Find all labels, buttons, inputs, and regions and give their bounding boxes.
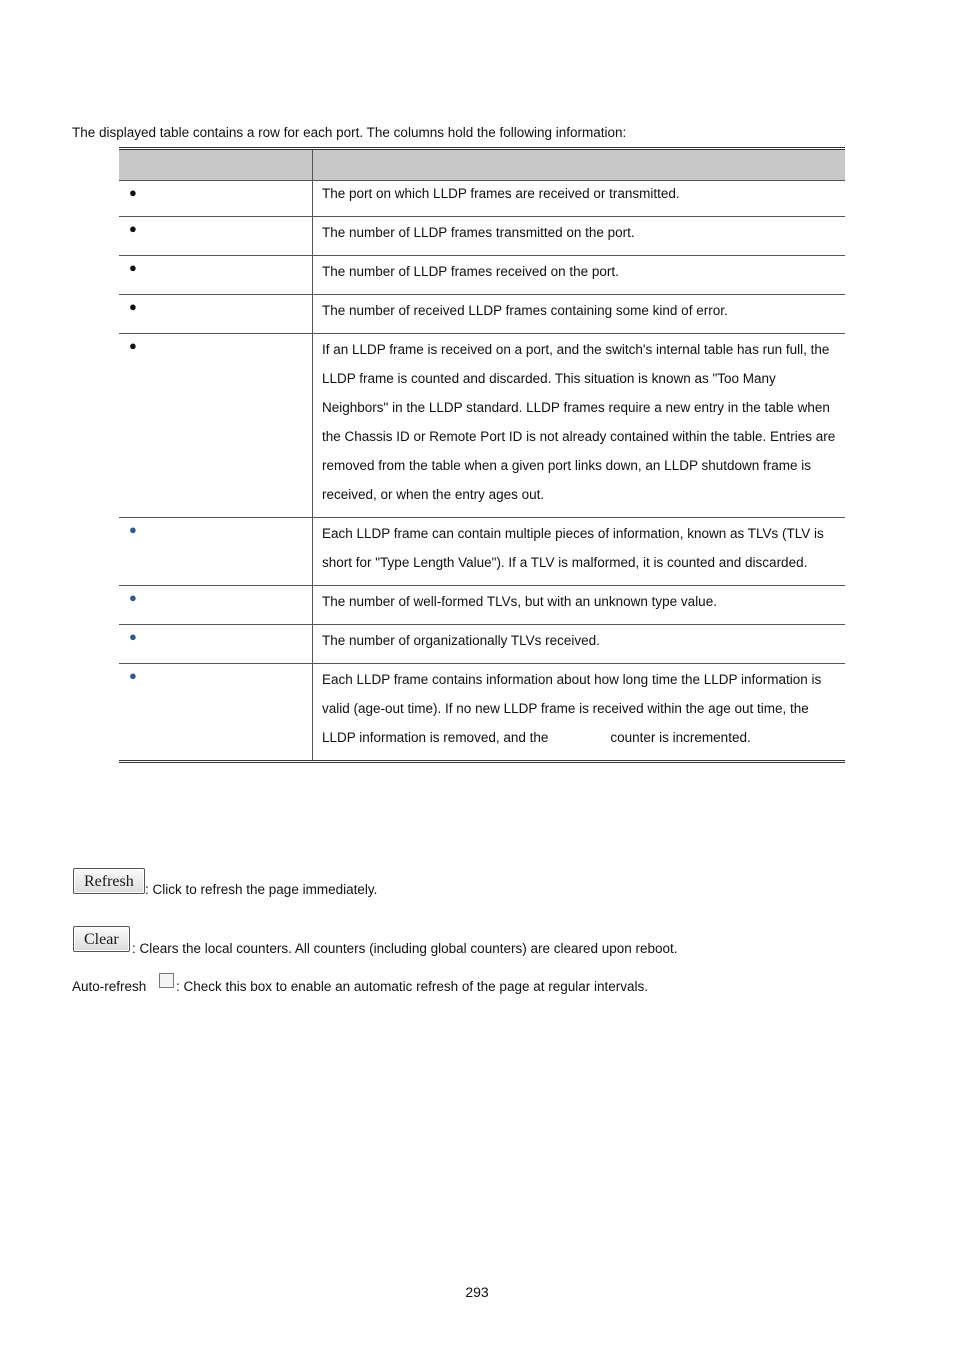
clear-description: : Clears the local counters. All counters (including global counters) are cleared upon reboot. — [132, 941, 678, 956]
bullet-icon: ● — [129, 590, 137, 605]
row-description: If an LLDP frame is received on a port, and the switch's internal table has run full, the LLDP frame is counted and discarded. This situation is known as "Too Many Neighbors" in the LLDP standard. LLDP frames require a new entry in the table when the Chassis ID or Remote Port ID is not already contained within the table. Entries are removed from the table when a given port links down, an LLDP shutdown frame is received, or when the entry ages out. — [322, 342, 836, 502]
row-description: The number of LLDP frames received on the port. — [322, 264, 619, 279]
intro-text: The displayed table contains a row for each port. The columns hold the following information: — [72, 125, 627, 140]
clear-button[interactable]: Clear — [73, 926, 130, 952]
bullet-icon: ● — [129, 260, 137, 275]
row-description-part-b: counter is incremented. — [610, 730, 751, 745]
header-description — [313, 149, 846, 181]
bullet-icon: ● — [129, 668, 137, 683]
table-row — [119, 586, 845, 625]
refresh-description: : Click to refresh the page immediately. — [145, 882, 378, 897]
table-row — [119, 295, 845, 334]
bullet-icon: ● — [129, 629, 137, 644]
row-description: The port on which LLDP frames are received or transmitted. — [322, 186, 680, 201]
header-object — [119, 149, 313, 181]
row-description: The number of organizationally TLVs received. — [322, 633, 600, 648]
bullet-icon: ● — [129, 299, 137, 314]
refresh-button[interactable]: Refresh — [73, 868, 145, 894]
table-row — [119, 217, 845, 256]
table-row — [119, 181, 845, 217]
row-description — [322, 665, 839, 752]
bullet-icon: ● — [129, 221, 137, 236]
counters-table — [119, 147, 845, 763]
page-number: 293 — [465, 1284, 489, 1300]
table-row — [119, 256, 845, 295]
table-row — [119, 625, 845, 664]
auto-refresh-description: : Check this box to enable an automatic refresh of the page at regular intervals. — [176, 979, 649, 994]
row-description: The number of LLDP frames transmitted on the port. — [322, 225, 635, 240]
row-description: The number of well-formed TLVs, but with an unknown type value. — [322, 594, 717, 609]
table-row — [119, 664, 845, 762]
auto-refresh-checkbox[interactable] — [159, 973, 174, 988]
table-header-row — [119, 149, 845, 181]
row-description: Each LLDP frame can contain multiple pieces of information, known as TLVs (TLV is short for "Type Length Value"). If a TLV is malformed, it is counted and discarded. — [322, 526, 824, 570]
row-description-part-a: Each LLDP frame contains information about how long time the LLDP information is valid (age-out time). If no new LLDP frame is received within the age out time, the LLDP information is removed, and the — [322, 672, 822, 745]
row-description: The number of received LLDP frames containing some kind of error. — [322, 303, 728, 318]
table-row — [119, 518, 845, 586]
bullet-icon: ● — [129, 522, 137, 537]
auto-refresh-label: Auto-refresh — [72, 979, 147, 994]
bullet-icon: ● — [129, 185, 137, 200]
bullet-icon: ● — [129, 338, 137, 353]
table-row — [119, 334, 845, 518]
